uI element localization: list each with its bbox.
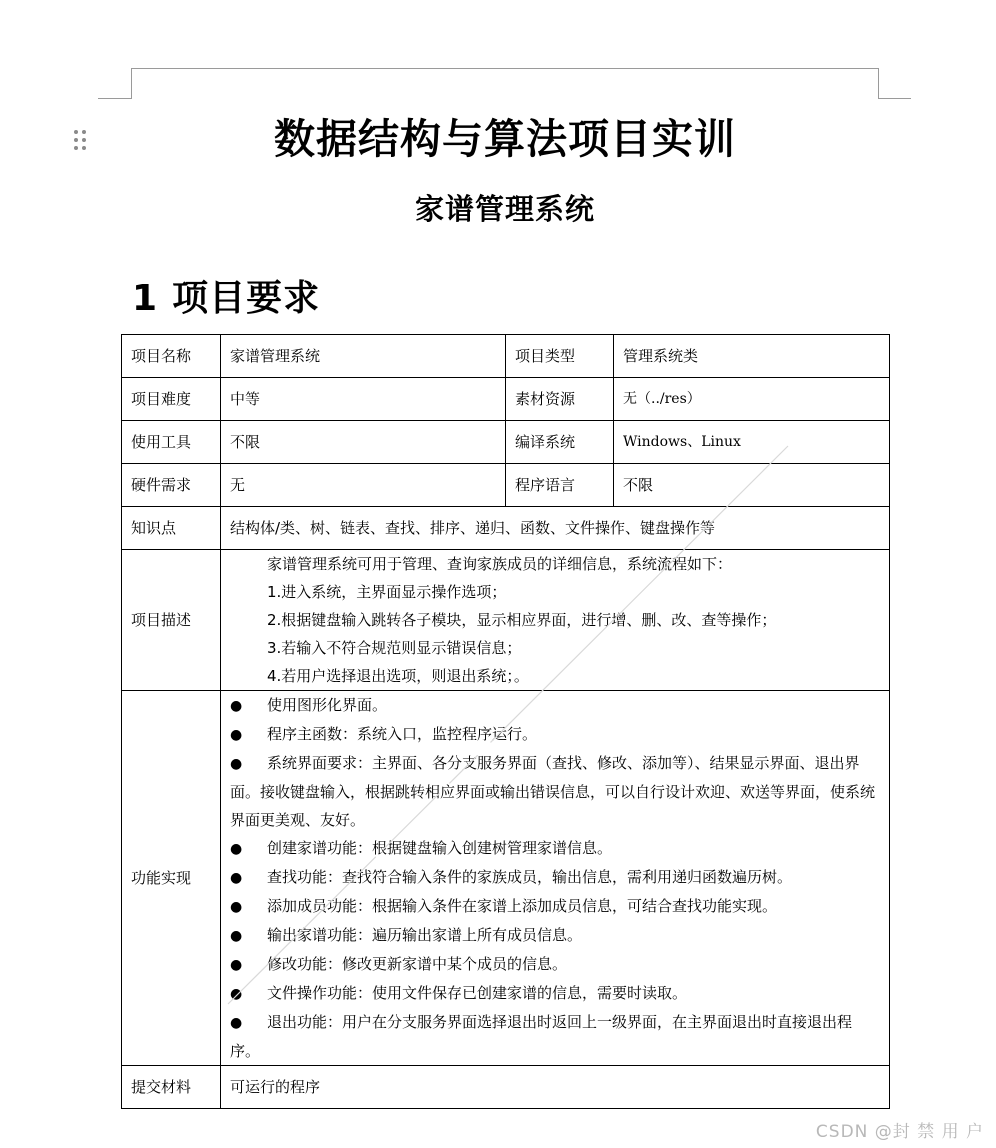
feature-item: ● 输出家谱功能：遍历输出家谱上所有成员信息。 (230, 921, 880, 950)
value-project-type: 管理系统类 (614, 335, 890, 378)
label-project-name: 项目名称 (122, 335, 221, 378)
feature-item: ● 文件操作功能：使用文件保存已创建家谱的信息，需要时读取。 (230, 979, 880, 1008)
page-top-border (131, 68, 878, 69)
feature-item: ● 系统界面要求：主界面、各分支服务界面（查找、修改、添加等）、结果显示界面、退出界面。接收键盘输入，根据跳转相应界面或输出错误信息，可以自行设计欢迎、欢送等界面，使系统界面更美观、友好。 (230, 749, 880, 834)
table-row (122, 464, 890, 507)
section-title: 项目要求 (172, 278, 321, 319)
description-line: 2.根据键盘输入跳转各子模块，显示相应界面，进行增、删、改、查等操作； (267, 611, 777, 629)
bullet-icon: ● (230, 957, 243, 973)
value-language: 不限 (614, 464, 890, 507)
value-difficulty: 中等 (221, 378, 506, 421)
bullet-icon: ● (230, 756, 243, 772)
bullet-icon: ● (230, 899, 243, 915)
section-heading (132, 276, 320, 322)
feature-item: ● 添加成员功能：根据输入条件在家谱上添加成员信息，可结合查找功能实现。 (230, 892, 880, 921)
document-subtitle: 家谱管理系统 (414, 192, 595, 226)
document-title: 数据结构与算法项目实训 (274, 115, 736, 163)
label-knowledge: 知识点 (122, 507, 221, 550)
table-row (122, 550, 890, 691)
feature-item: ● 查找功能：查找符合输入条件的家族成员，输出信息，需利用递归函数遍历树。 (230, 863, 880, 892)
value-project-name: 家谱管理系统 (221, 335, 506, 378)
features-cell (221, 691, 890, 1066)
table-row (122, 335, 890, 378)
feature-item: ● 创建家谱功能：根据键盘输入创建树管理家谱信息。 (230, 834, 880, 863)
description-line: 家谱管理系统可用于管理、查询家族成员的详细信息，系统流程如下： (267, 555, 733, 573)
feature-item: ● 修改功能：修改更新家谱中某个成员的信息。 (230, 950, 880, 979)
feature-item: ● 使用图形化界面。 (230, 691, 880, 720)
table-row (122, 691, 890, 1066)
requirements-table (121, 334, 890, 1109)
bullet-icon: ● (230, 1015, 243, 1031)
value-knowledge: 结构体/类、树、链表、查找、排序、递归、函数、文件操作、键盘操作等 (221, 507, 890, 550)
bullet-icon: ● (230, 870, 243, 886)
description-line: 1.进入系统，主界面显示操作选项； (267, 583, 507, 601)
label-submission: 提交材料 (122, 1066, 221, 1109)
description-cell (221, 550, 890, 691)
bullet-icon: ● (230, 727, 243, 743)
value-compile-system: Windows、Linux (614, 421, 890, 464)
description-line: 3.若输入不符合规范则显示错误信息； (267, 639, 522, 657)
label-features: 功能实现 (122, 691, 221, 1066)
table-row (122, 507, 890, 550)
value-tools: 不限 (221, 421, 506, 464)
table-row (122, 378, 890, 421)
value-hardware: 无 (221, 464, 506, 507)
label-language: 程序语言 (506, 464, 614, 507)
bullet-icon: ● (230, 698, 243, 714)
table-row (122, 421, 890, 464)
label-difficulty: 项目难度 (122, 378, 221, 421)
bullet-icon: ● (230, 928, 243, 944)
label-compile-system: 编译系统 (506, 421, 614, 464)
label-resources: 素材资源 (506, 378, 614, 421)
label-description: 项目描述 (122, 550, 221, 691)
page-corner-top-left (98, 68, 132, 99)
bullet-icon: ● (230, 986, 243, 1002)
feature-item: ● 退出功能：用户在分支服务界面选择退出时返回上一级界面，在主界面退出时直接退出程序。 (230, 1008, 880, 1065)
label-tools: 使用工具 (122, 421, 221, 464)
value-resources: 无（../res） (614, 378, 890, 421)
label-hardware: 硬件需求 (122, 464, 221, 507)
description-line: 4.若用户选择退出选项，则退出系统；。 (267, 667, 529, 685)
page-corner-top-right (878, 68, 911, 99)
table-row (122, 1066, 890, 1109)
feature-item: ● 程序主函数：系统入口，监控程序运行。 (230, 720, 880, 749)
bullet-icon: ● (230, 841, 243, 857)
watermark: CSDN @封 禁 用 户 (815, 1122, 984, 1142)
value-submission: 可运行的程序 (221, 1066, 890, 1109)
section-number: 1 (132, 278, 159, 319)
label-project-type: 项目类型 (506, 335, 614, 378)
